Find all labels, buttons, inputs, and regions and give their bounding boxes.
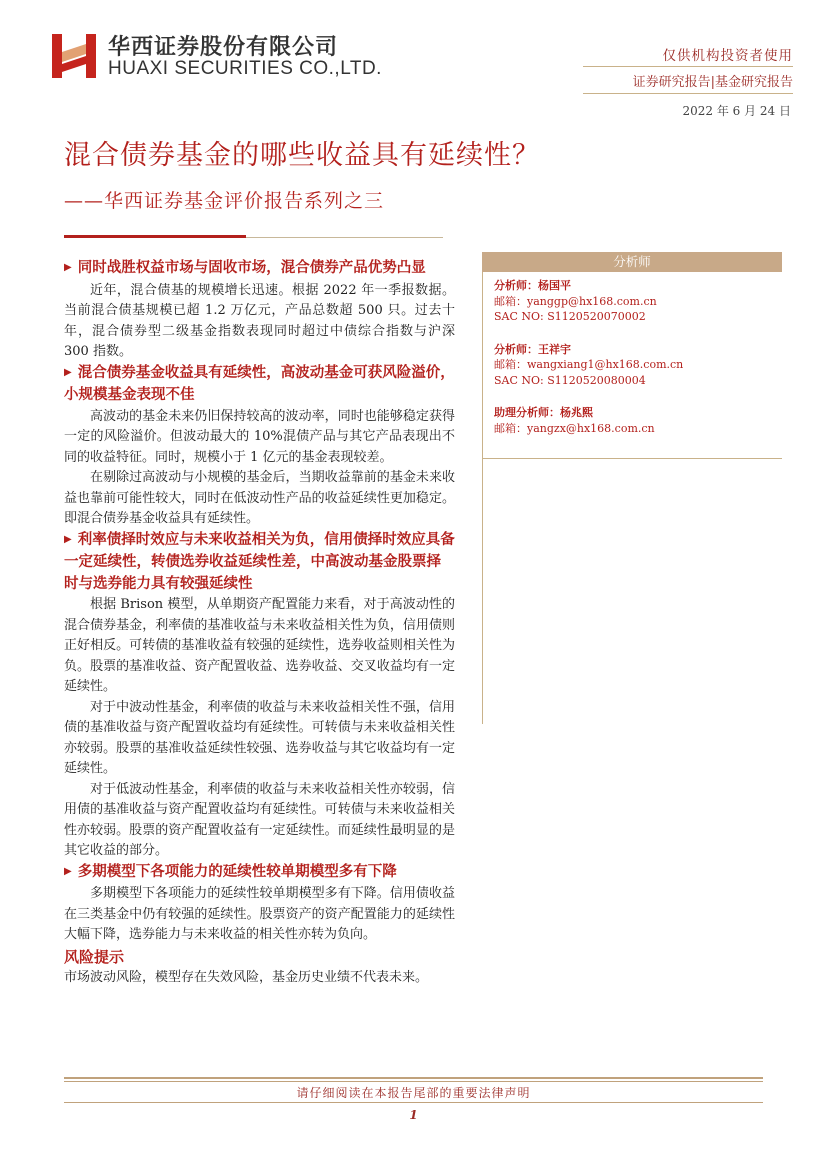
investor-notice: 仅供机构投资者使用: [662, 48, 793, 64]
company-name-en: HUAXI SECURITIES CO.,LTD.: [108, 58, 382, 79]
analyst-card: [482, 342, 782, 389]
summary-body: [64, 258, 455, 988]
legal-notice: 请仔细阅读在本报告尾部的重要法律声明: [296, 1086, 531, 1100]
summary-section: [64, 258, 455, 363]
footer-divider: [64, 1081, 763, 1082]
summary-section: [64, 530, 455, 862]
triangle-bullet-icon: ▶: [64, 533, 72, 545]
title-underline: [64, 235, 246, 238]
page-number: 1: [409, 1108, 418, 1122]
analyst-email[interactable]: 邮箱：yangzx@hx168.com.cn: [494, 421, 655, 435]
company-name-cn: 华西证券股份有限公司: [108, 35, 339, 60]
paragraph: 对于低波动性基金，利率债的收益与未来收益相关性亦较弱，信用债的基准收益与资产配置收益均有延续性。可转债与未来收益相关性亦较弱。股票的资产配置收益有一定延续性。而延续性最明显的是其它收益的部分。: [64, 781, 455, 858]
analyst-card: [482, 405, 782, 436]
section-heading: ▶ 同时战胜权益市场与固收市场，混合债券产品优势凸显: [64, 260, 426, 276]
report-subtitle: ——华西证券基金评价报告系列之三: [64, 190, 385, 212]
section-heading: ▶ 多期模型下各项能力的延续性较单期模型多有下降: [64, 863, 397, 880]
analyst-card: [482, 278, 782, 325]
section-heading: ▶ 混合债券基金收益具有延续性，高波动基金可获风险溢价，小规模基金表现不佳: [64, 364, 455, 403]
report-date: 2022 年 6 月 24 日: [682, 104, 791, 118]
paragraph: 对于中波动性基金，利率债的收益与未来收益相关性不强，信用债的基准收益与资产配置收益均有延续性。可转债与未来收益相关性亦较弱。股票的基准收益延续性较强、选券收益与其它收益均有一定延续性。: [64, 699, 455, 776]
report-category: 证券研究报告|基金研究报告: [632, 75, 793, 90]
analyst-name: 分析师：王祥宇: [494, 342, 571, 356]
footer-divider: [64, 1102, 763, 1103]
risk-text: 市场波动风险，模型存在失效风险，基金历史业绩不代表未来。: [64, 969, 429, 985]
report-title: 混合债券基金的哪些收益具有延续性？: [64, 140, 540, 171]
analyst-name: 助理分析师：杨兆熙: [494, 406, 593, 419]
analyst-name: 分析师：杨国平: [494, 279, 571, 292]
paragraph: 根据 Brison 模型，从单期资产配置能力来看，对于高波动性的混合债券基金，利率债的基准收益与未来收益相关性为负，信用债则正好相反。可转债的基准收益有较强的延续性，选券收益则相关性为负。股票的基准收益、资产配置收益、选券收益、交叉收益均有一定延续性。: [64, 597, 455, 694]
analyst-email[interactable]: 邮箱：yanggp@hx168.com.cn: [494, 294, 657, 308]
paragraph: 在剔除过高波动与小规模的基金后，当期收益靠前的基金未来收益也靠前可能性较大，同时在低波动性产品的收益延续性更加稳定。即混合债券基金收益具有延续性。: [64, 470, 455, 526]
sidebar-header: 分析师: [482, 252, 782, 272]
triangle-bullet-icon: ▶: [64, 366, 72, 378]
analyst-sac: SAC NO: S1120520070002: [494, 310, 646, 323]
huaxi-logo-icon: [52, 34, 96, 78]
paragraph: 近年，混合债基的规模增长迅速。根据 2022 年一季报数据。当前混合债基规模已超 1.2 万亿元，产品总数超 500 只。过去十年，混合债券型二级基金指数表现同时超过中债综合指数与沪深 300 指数。: [64, 282, 455, 359]
triangle-bullet-icon: ▶: [64, 262, 72, 273]
risk-heading: 风险提示: [64, 947, 125, 966]
paragraph: 高波动的基金未来仍旧保持较高的波动率，同时也能够稳定获得一定的风险溢价。但波动最大的 10%混债产品与其它产品表现出不同的收益特征。同时，规模小于 1 亿元的基金表现较差。: [64, 408, 455, 465]
analyst-email[interactable]: 邮箱：wangxiang1@hx168.com.cn: [494, 358, 684, 371]
section-heading: ▶ 利率债择时效应与未来收益相关为负，信用债择时效应具备一定延续性，转债选券收益延续性差，中高波动基金股票择时与选券能力具有较强延续性: [64, 531, 455, 592]
triangle-bullet-icon: ▶: [64, 865, 72, 877]
paragraph: 多期模型下各项能力的延续性较单期模型多有下降。信用债收益在三类基金中仍有较强的延续性。股票资产的资产配置能力的延续性大幅下降，选券能力与未来收益的相关性亦转为负向。: [64, 886, 455, 942]
summary-section: [64, 862, 455, 946]
title-underline-thin: [246, 237, 443, 238]
header-divider: [583, 93, 793, 94]
footer-divider: [64, 1077, 763, 1079]
sidebar-divider: [482, 458, 782, 459]
risk-section: [64, 946, 455, 989]
analyst-sidebar: [482, 252, 782, 459]
summary-section: [64, 363, 455, 530]
header-divider: [583, 66, 793, 67]
analyst-sac: SAC NO: S1120520080004: [494, 373, 646, 387]
